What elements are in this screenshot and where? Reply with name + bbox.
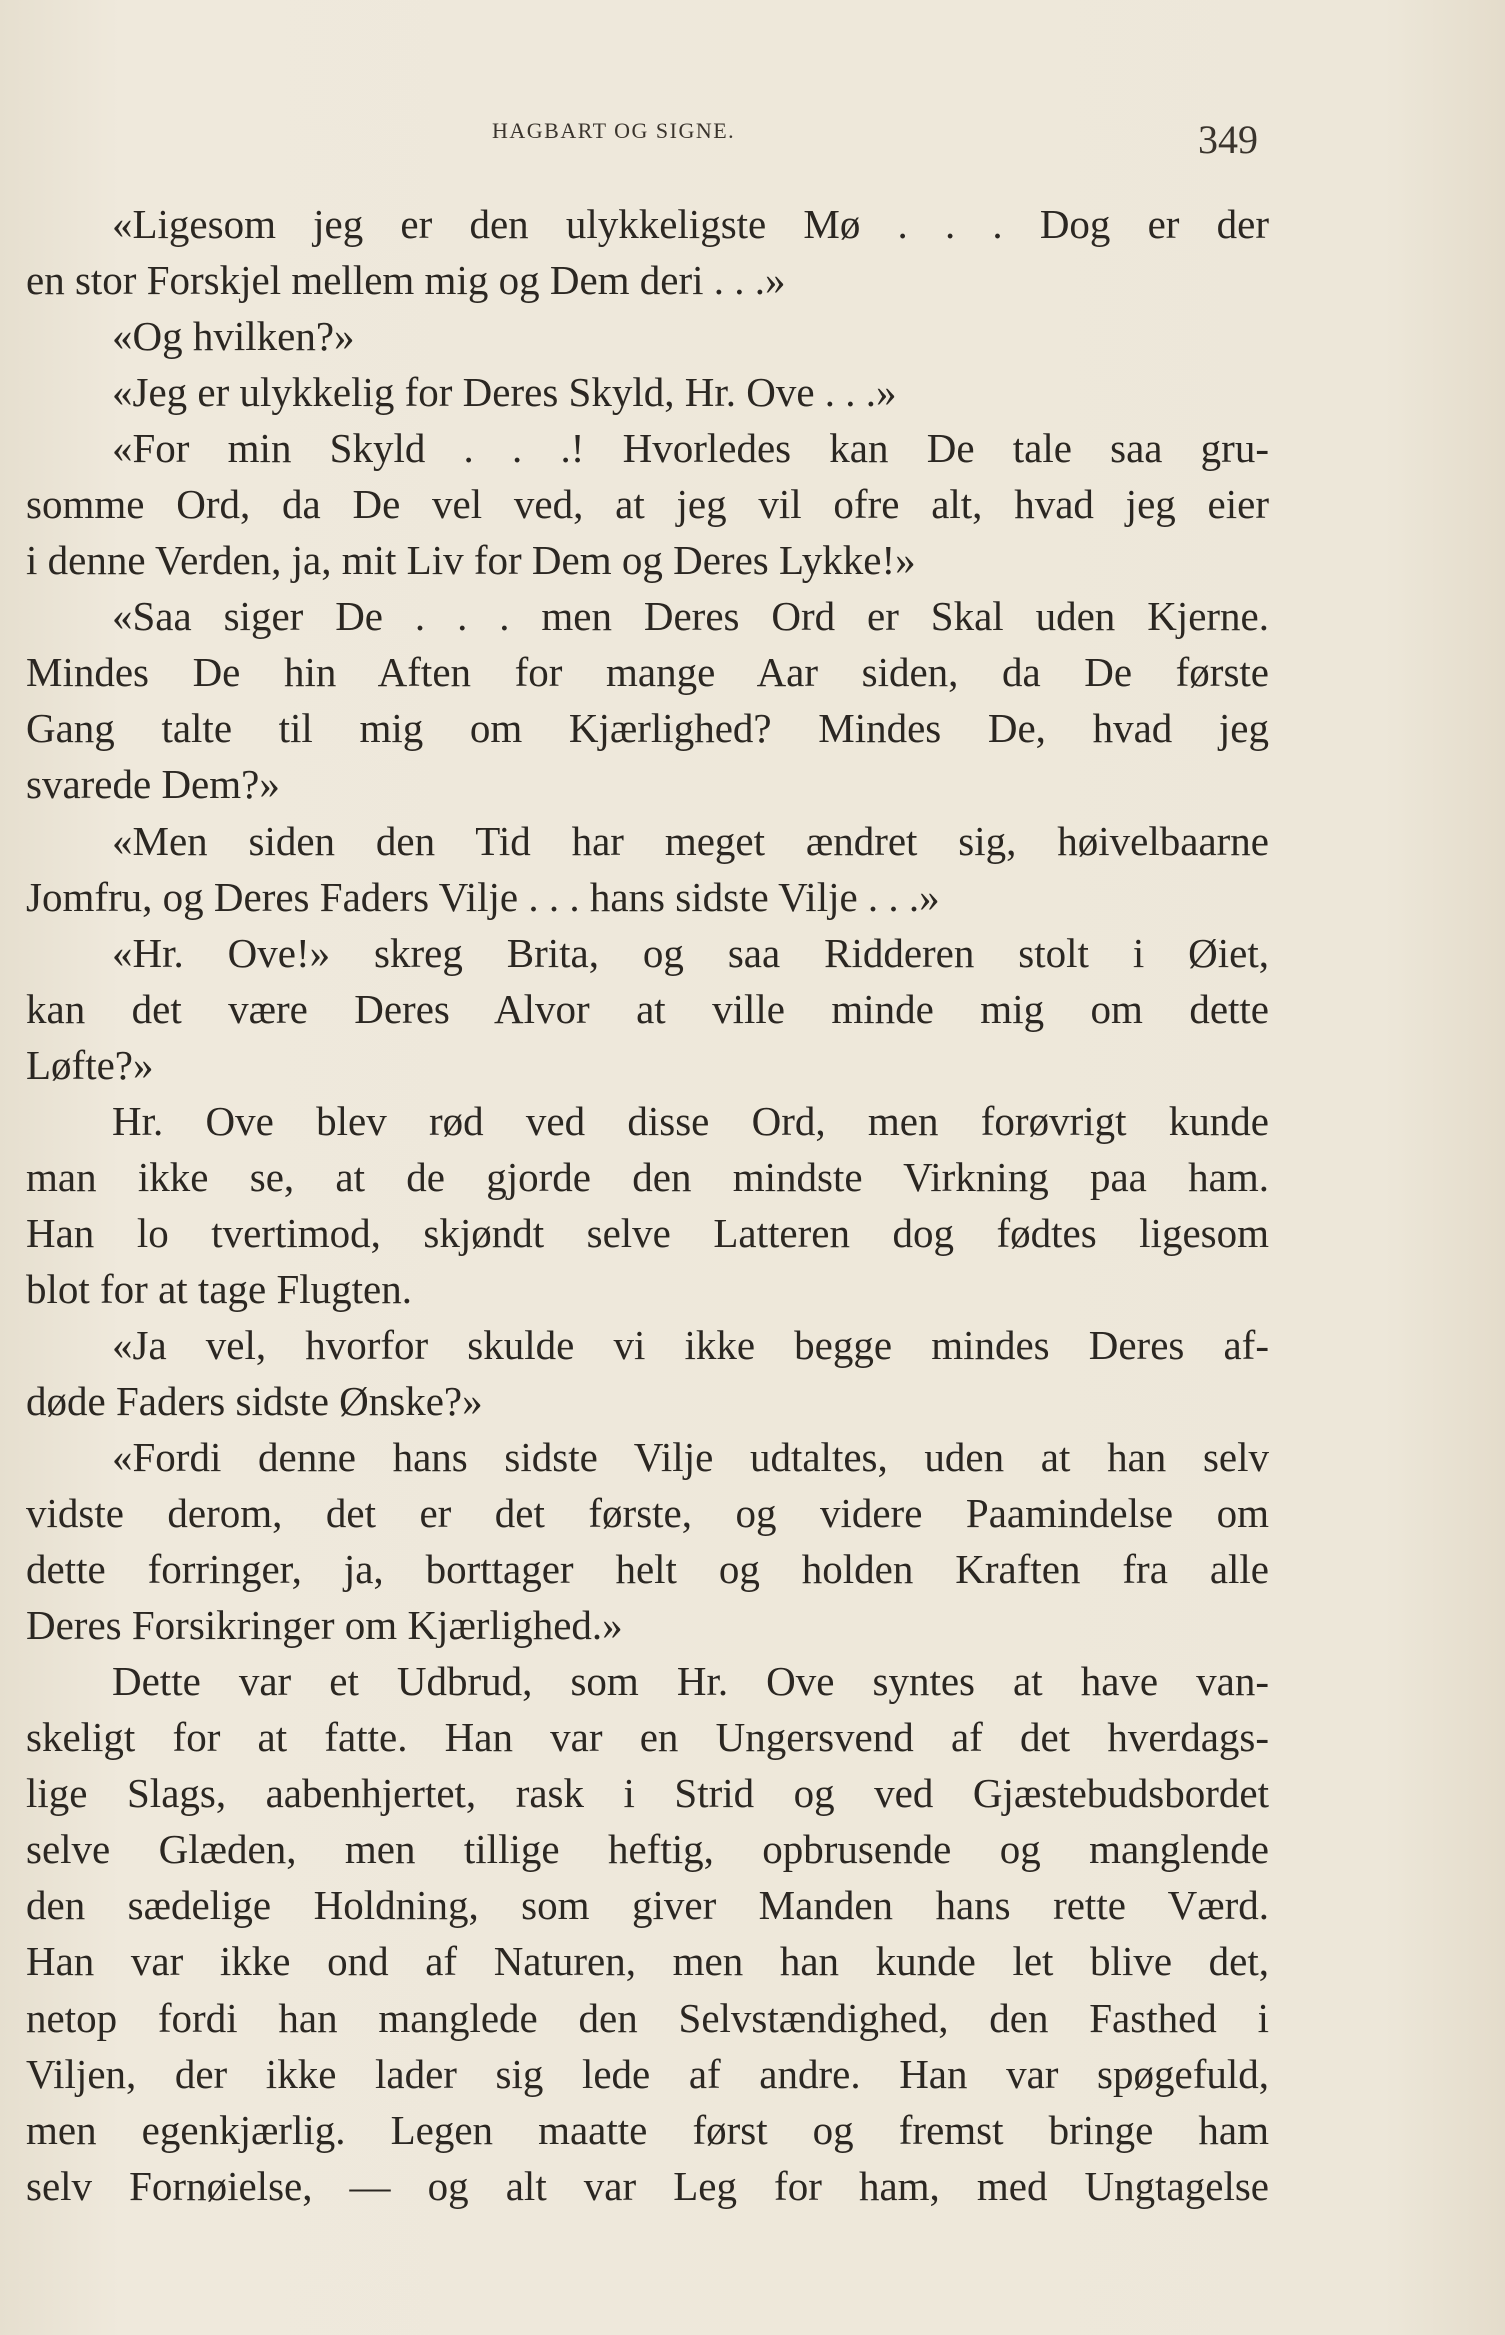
- text-line: Viljen, der ikke lader sig lede af andre. Han var spøgefuld,: [26, 2050, 1269, 2097]
- text-line: «Jeg er ulykkelig for Deres Skyld, Hr. Ove . . .»: [112, 369, 897, 416]
- text-line: «Fordi denne hans sidste Vilje udtaltes, uden at han selv: [112, 1434, 1269, 1481]
- text-line: Hr. Ove blev rød ved disse Ord, men forøvrigt kunde: [112, 1097, 1269, 1144]
- text-line: kan det være Deres Alvor at ville minde mig om dette: [26, 985, 1269, 1032]
- text-line: «Og hvilken?»: [112, 313, 355, 360]
- text-line: «Saa siger De . . . men Deres Ord er Skal uden Kjerne.: [112, 593, 1269, 640]
- text-line: «Ligesom jeg er den ulykkeligste Mø . . . Dog er der: [112, 201, 1269, 247]
- text-line: «For min Skyld . . .! Hvorledes kan De tale saa gru-: [112, 425, 1269, 472]
- text-line: men egenkjærlig. Legen maatte først og fremst bringe ham: [26, 2106, 1269, 2153]
- text-line: Han var ikke ond af Naturen, men han kunde let blive det,: [26, 1938, 1269, 1985]
- text-line: man ikke se, at de gjorde den mindste Virkning paa ham.: [26, 1153, 1269, 1200]
- text-line: netop fordi han manglede den Selvstændighed, den Fasthed i: [26, 1994, 1269, 2041]
- text-line: «Men siden den Tid har meget ændret sig, høivelbaarne: [112, 817, 1269, 864]
- text-line: Han lo tvertimod, skjøndt selve Latteren dog fødtes ligesom: [26, 1209, 1269, 1256]
- text-line: Deres Forsikringer om Kjærlighed.»: [26, 1602, 623, 1649]
- text-line: selv Fornøielse, — og alt var Leg for ham, med Ungtagelse: [26, 2162, 1269, 2209]
- text-line: en stor Forskjel mellem mig og Dem deri . . .»: [26, 257, 786, 304]
- text-line: døde Faders sidste Ønske?»: [26, 1377, 483, 1424]
- text-line: «Hr. Ove!» skreg Brita, og saa Ridderen stolt i Øiet,: [112, 929, 1269, 976]
- page-number: 349: [1198, 117, 1258, 162]
- text-line: vidste derom, det er det første, og videre Paamindelse om: [26, 1490, 1269, 1537]
- text-line: Mindes De hin Aften for mange Aar siden, da De første: [26, 649, 1269, 696]
- running-head: [0, 112, 1505, 162]
- text-line: skeligt for at fatte. Han var en Ungersvend af det hverdags-: [26, 1714, 1269, 1761]
- text-line: den sædelige Holdning, som giver Manden hans rette Værd.: [26, 1882, 1269, 1929]
- text-line: lige Slags, aabenhjertet, rask i Strid og ved Gjæstebudsbordet: [26, 1770, 1269, 1817]
- text-line: i denne Verden, ja, mit Liv for Dem og Deres Lykke!»: [26, 537, 916, 584]
- text-line: dette forringer, ja, borttager helt og holden Kraften fra alle: [26, 1546, 1269, 1593]
- text-line: selve Glæden, men tillige heftig, opbrusende og manglende: [26, 1826, 1269, 1873]
- running-title: HAGBART OG SIGNE.: [492, 118, 736, 143]
- text-body: [26, 196, 1269, 2214]
- text-line: Dette var et Udbrud, som Hr. Ove syntes at have van-: [112, 1658, 1269, 1705]
- text-line: «Ja vel, hvorfor skulde vi ikke begge mindes Deres af-: [112, 1321, 1269, 1368]
- text-line: Løfte?»: [26, 1041, 154, 1088]
- text-line: somme Ord, da De vel ved, at jeg vil ofre alt, hvad jeg eier: [26, 481, 1269, 528]
- text-line: Jomfru, og Deres Faders Vilje . . . hans sidste Vilje . . .»: [26, 873, 940, 920]
- text-line: blot for at tage Flugten.: [26, 1265, 412, 1312]
- text-line: svarede Dem?»: [26, 761, 280, 808]
- text-line: Gang talte til mig om Kjærlighed? Mindes De, hvad jeg: [26, 705, 1269, 752]
